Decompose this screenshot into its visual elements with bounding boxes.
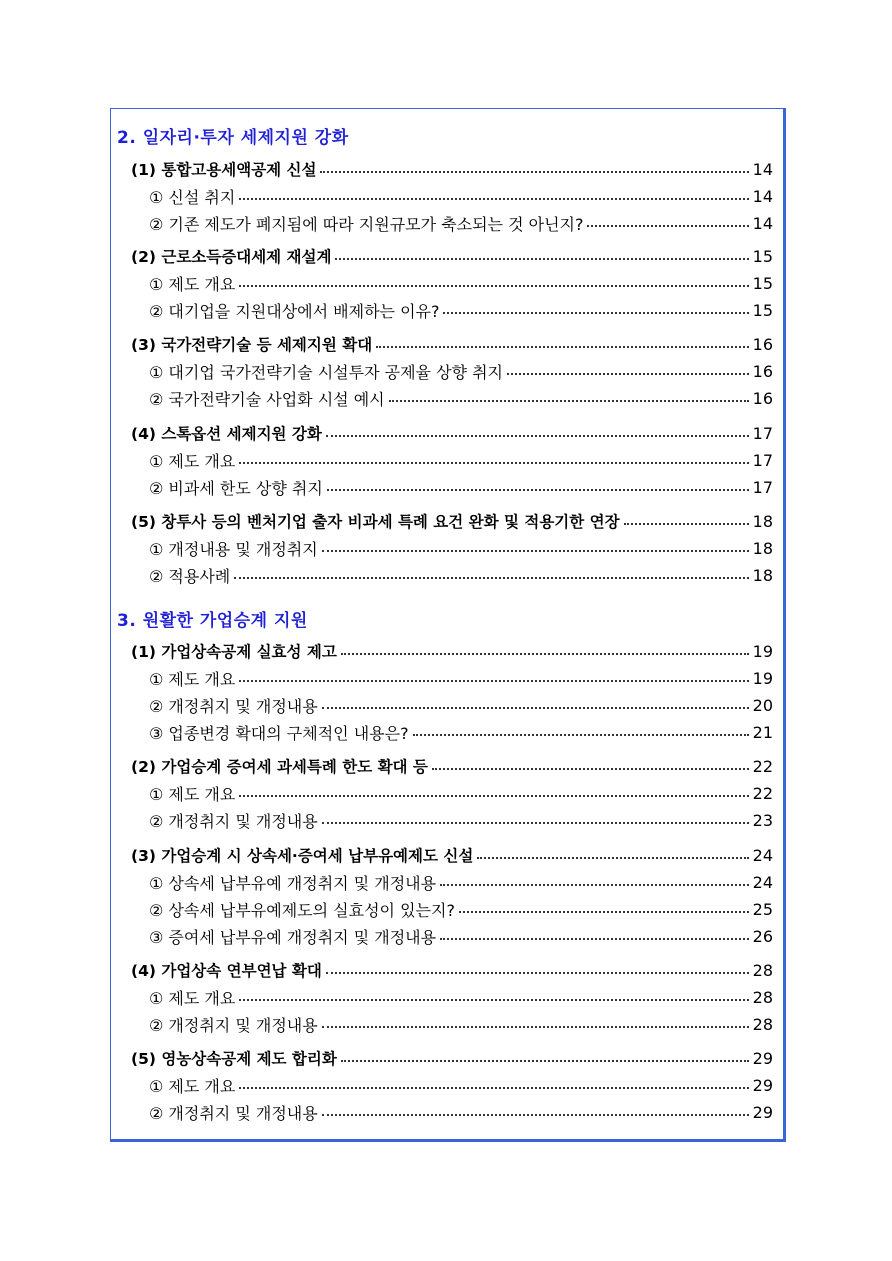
toc-subentry-label: ① 제도 개요 [149, 784, 236, 804]
toc-entry-label: (5) 창투사 등의 벤처기업 출자 비과세 특례 요건 완화 및 적용기한 연장 [131, 513, 620, 531]
leader-dots [459, 911, 749, 913]
toc-subentry[interactable] [149, 1100, 773, 1124]
toc-subentry-label: ③ 업종변경 확대의 구체적인 내용은? [149, 723, 409, 743]
leader-dots [322, 1026, 749, 1028]
leader-dots [587, 225, 748, 227]
toc-page-number: 29 [752, 1075, 773, 1095]
toc-subentry[interactable] [149, 666, 773, 690]
leader-dots [239, 285, 748, 287]
toc-page-number: 15 [752, 300, 773, 320]
toc-page-number: 16 [752, 388, 773, 408]
leader-dots [341, 1060, 749, 1062]
toc-entry-label: (2) 가업승계 증여세 과세특례 한도 확대 등 [131, 758, 428, 776]
toc-entry[interactable] [131, 754, 773, 778]
toc-subentry[interactable] [149, 563, 773, 587]
leader-dots [507, 373, 749, 375]
toc-page-number: 17 [752, 423, 773, 443]
leader-dots [239, 999, 748, 1001]
toc-page-number: 17 [752, 477, 773, 497]
toc-entry[interactable] [131, 157, 773, 181]
toc-subentry-label: ① 제도 개요 [149, 669, 236, 689]
toc-subentry[interactable] [149, 475, 773, 499]
toc-page-number: 29 [752, 1048, 773, 1068]
leader-dots [477, 857, 748, 859]
toc-page-number: 25 [752, 899, 773, 919]
leader-dots [376, 346, 748, 348]
leader-dots [322, 822, 749, 824]
section-title: 2. 일자리·투자 세제지원 강화 [117, 128, 349, 148]
toc-page-number: 18 [752, 511, 773, 531]
toc-page-number: 28 [752, 1014, 773, 1034]
toc-subentry[interactable] [149, 897, 773, 921]
toc-subentry[interactable] [149, 1073, 773, 1097]
toc-subentry[interactable] [149, 720, 773, 744]
toc-page-number: 29 [752, 1102, 773, 1122]
toc-entry[interactable] [131, 509, 773, 533]
leader-dots [322, 707, 749, 709]
toc-entry-label: (1) 통합고용세액공제 신설 [131, 161, 317, 179]
toc-subentry-label: ② 적용사례 [149, 566, 231, 586]
section-title: 3. 원활한 가업승계 지원 [117, 611, 308, 631]
leader-dots [624, 523, 749, 525]
toc-entry[interactable] [131, 421, 773, 445]
toc-page-number: 24 [752, 845, 773, 865]
toc-entry[interactable] [131, 244, 773, 268]
toc-subentry[interactable] [149, 386, 773, 410]
leader-dots [326, 435, 749, 437]
toc-page-number: 14 [752, 213, 773, 233]
toc-subentry[interactable] [149, 271, 773, 295]
leader-dots [326, 972, 749, 974]
leader-dots [440, 938, 749, 940]
toc-subentry[interactable] [149, 298, 773, 322]
toc-page-number: 18 [752, 565, 773, 585]
toc-page-number: 22 [752, 756, 773, 776]
toc-entry[interactable] [131, 332, 773, 356]
toc-subentry-label: ② 비과세 한도 상향 취지 [149, 478, 323, 498]
toc-subentry[interactable] [149, 536, 773, 560]
toc-subentry-label: ① 제도 개요 [149, 451, 236, 471]
toc-page-number: 28 [752, 987, 773, 1007]
toc-subentry[interactable] [149, 924, 773, 948]
toc-entry[interactable] [131, 639, 773, 663]
toc-page-number: 14 [752, 186, 773, 206]
toc-subentry-label: ③ 증여세 납부유예 개정취지 및 개정내용 [149, 927, 437, 947]
toc-page-number: 19 [752, 641, 773, 661]
toc-page-number: 17 [752, 450, 773, 470]
toc-page-number: 15 [752, 273, 773, 293]
toc-entry-label: (1) 가업상속공제 실효성 제고 [131, 643, 337, 661]
toc-subentry-label: ② 개정취지 및 개정내용 [149, 811, 318, 831]
toc-page-number: 16 [752, 361, 773, 381]
toc-page-number: 18 [752, 538, 773, 558]
toc-subentry-label: ① 제도 개요 [149, 274, 236, 294]
toc-page-number: 22 [752, 783, 773, 803]
toc-subentry-label: ① 신설 취지 [149, 187, 236, 207]
leader-dots [440, 884, 749, 886]
leader-dots [239, 1087, 748, 1089]
toc-subentry[interactable] [149, 448, 773, 472]
toc-subentry[interactable] [149, 359, 773, 383]
toc-page-number: 16 [752, 334, 773, 354]
toc-subentry-label: ② 기존 제도가 폐지됨에 따라 지원규모가 축소되는 것 아닌지? [149, 214, 584, 234]
leader-dots [443, 312, 748, 314]
leader-dots [320, 171, 748, 173]
leader-dots [239, 795, 748, 797]
leader-dots [341, 653, 749, 655]
leader-dots [413, 734, 749, 736]
toc-page-number: 23 [752, 810, 773, 830]
toc-entry-label: (3) 가업승계 시 상속세·증여세 납부유예제도 신설 [131, 847, 474, 865]
toc-page-number: 24 [752, 872, 773, 892]
leader-dots [234, 577, 748, 579]
toc-subentry[interactable] [149, 781, 773, 805]
leader-dots [389, 400, 749, 402]
toc-subentry[interactable] [149, 808, 773, 832]
leader-dots [239, 198, 748, 200]
toc-entry[interactable] [131, 958, 773, 982]
toc-entry-label: (5) 영농상속공제 제도 합리화 [131, 1050, 337, 1068]
toc-entry[interactable] [131, 843, 773, 867]
toc-subentry-label: ① 상속세 납부유예 개정취지 및 개정내용 [149, 873, 437, 893]
leader-dots [239, 462, 748, 464]
toc-entry-label: (4) 가업상속 연부연납 확대 [131, 962, 322, 980]
toc-entry-label: (3) 국가전략기술 등 세제지원 확대 [131, 336, 373, 354]
toc-subentry-label: ② 상속세 납부유예제도의 실효성이 있는지? [149, 900, 455, 920]
toc-page-number: 15 [752, 246, 773, 266]
toc-subentry-label: ① 개정내용 및 개정취지 [149, 539, 318, 559]
toc-subentry-label: ① 제도 개요 [149, 988, 236, 1008]
toc-entry[interactable] [131, 1046, 773, 1070]
leader-dots [322, 550, 749, 552]
toc-page-number: 20 [752, 695, 773, 715]
toc-subentry[interactable] [149, 184, 773, 208]
toc-page-number: 21 [752, 722, 773, 742]
leader-dots [239, 680, 748, 682]
leader-dots [322, 1114, 749, 1116]
toc-subentry[interactable] [149, 1012, 773, 1036]
toc-subentry[interactable] [149, 211, 773, 235]
toc-subentry-label: ① 대기업 국가전략기술 시설투자 공제율 상향 취지 [149, 362, 503, 382]
toc-subentry[interactable] [149, 693, 773, 717]
toc-subentry-label: ② 개정취지 및 개정내용 [149, 1015, 318, 1035]
leader-dots [327, 489, 749, 491]
toc-subentry[interactable] [149, 870, 773, 894]
toc-subentry-label: ② 개정취지 및 개정내용 [149, 1103, 318, 1123]
toc-subentry-label: ② 대기업을 지원대상에서 배제하는 이유? [149, 301, 440, 321]
toc-subentry-label: ① 제도 개요 [149, 1076, 236, 1096]
toc-subentry[interactable] [149, 985, 773, 1009]
toc-entry-label: (2) 근로소득증대세제 재설계 [131, 248, 332, 266]
toc-subentry-label: ② 개정취지 및 개정내용 [149, 696, 318, 716]
toc-page-number: 28 [752, 960, 773, 980]
leader-dots [432, 768, 749, 770]
toc-page-number: 26 [752, 926, 773, 946]
toc-entry-label: (4) 스톡옵션 세제지원 강화 [131, 425, 322, 443]
toc-page-number: 19 [752, 668, 773, 688]
leader-dots [335, 258, 748, 260]
toc-page-number: 14 [752, 159, 773, 179]
table-of-contents [110, 108, 786, 1142]
toc-subentry-label: ② 국가전략기술 사업화 시설 예시 [149, 389, 385, 409]
